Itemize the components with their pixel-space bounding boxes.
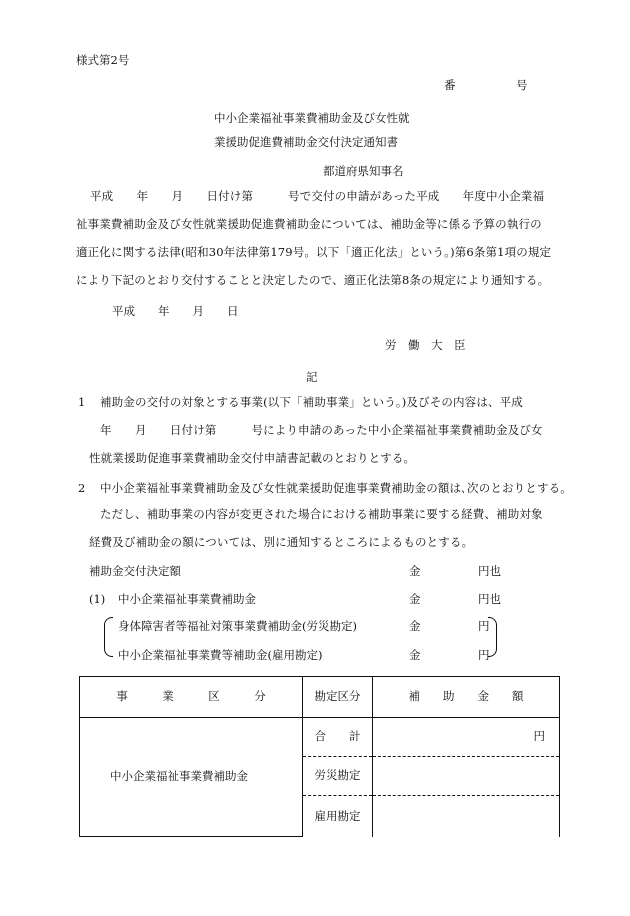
row-label: 中小企業福祉事業費補助金 — [110, 769, 248, 784]
number-go: 号 — [516, 78, 528, 92]
intro-line-1: 平成 年 月 日付け第 号で交付の申請があった平成 年度中小企業福 — [90, 189, 545, 203]
item1-line-2: 年 月 日付け第 号により申請のあった中小企業福祉事業費補助金及び女 — [100, 423, 543, 437]
decision-yen: 円也 — [478, 564, 501, 578]
addressee: 都道府県知事名 — [323, 164, 404, 178]
bracket-row2-yen: 円 — [478, 648, 490, 662]
amount-total[interactable] — [373, 718, 560, 757]
intro-line-3: 適正化に関する法律(昭和30年法律第179号。以下「適正化法」という。)第6条第1項の規定 — [76, 245, 552, 259]
item2-line-1: 中小企業福祉事業費補助金及び女性就業援助促進事業費補助金の額は､次のとおりとする。 — [100, 481, 572, 495]
item1-line-1: 補助金の交付の対象とする事業(以下「補助事業」という。)及びその内容は、平成 — [100, 395, 523, 409]
bracket-row2-kin: 金 — [409, 648, 421, 662]
kanjo-total: 合 計 — [303, 718, 373, 757]
header-hojo-kingaku: 補 助 金 額 — [373, 677, 560, 718]
header-jigyo-kubun: 事 業 区 分 — [80, 677, 303, 718]
issue-date: 平成 年 月 日 — [112, 304, 239, 318]
decision-kin: 金 — [409, 564, 421, 578]
header-kanjo-kubun: 勘定区分 — [303, 677, 373, 718]
item1-number: 1 — [78, 395, 86, 409]
left-brace — [104, 617, 113, 657]
decision-label: 補助金交付決定額 — [89, 564, 181, 578]
sub1-number: (1) — [89, 592, 106, 606]
document-title-line2: 業援助促進費補助金交付決定通知書 — [214, 135, 398, 149]
form-number: 様式第2号 — [76, 53, 130, 67]
item1-line-3: 性就業援助促進事業費補助金交付申請書記載のとおりとする。 — [89, 451, 416, 465]
row-label-cell — [80, 718, 303, 837]
amount-total-yen: 円 — [533, 729, 545, 744]
subsidy-table — [79, 676, 560, 837]
sub1-kin: 金 — [409, 592, 421, 606]
bracket-row2-label: 中小企業福祉事業費等補助金(雇用勘定) — [118, 648, 323, 662]
bracket-row1-label: 身体障害者等福祉対策事業費補助金(労災勘定) — [118, 619, 357, 633]
kanjo-rosai: 労災勘定 — [303, 757, 373, 796]
number-ban: 番 — [444, 78, 456, 92]
amount-rosai[interactable] — [373, 757, 560, 796]
issuer: 労 働 大 臣 — [385, 338, 466, 352]
item2-line-3: 経費及び補助金の額については、別に通知するところによるものとする。 — [89, 535, 474, 549]
amount-koyo[interactable] — [373, 796, 560, 837]
sub1-yen: 円也 — [478, 592, 501, 606]
kanjo-koyo: 雇用勘定 — [303, 796, 373, 837]
item2-number: 2 — [78, 481, 86, 495]
document-title-line1: 中小企業福祉事業費補助金及び女性就 — [214, 111, 410, 125]
intro-line-2: 祉事業費補助金及び女性就業援助促進費補助金については、補助金等に係る予算の執行の — [76, 217, 542, 231]
bracket-row1-kin: 金 — [409, 619, 421, 633]
sub1-label: 中小企業福祉事業費補助金 — [118, 592, 256, 606]
bracket-row1-yen: 円 — [478, 619, 490, 633]
item2-line-2: ただし、補助事業の内容が変更された場合における補助事業に要する経費、補助対象 — [100, 507, 543, 521]
intro-line-4: により下記のとおり交付することと決定したので、適正化法第8条の規定により通知する。 — [76, 273, 550, 287]
ki-heading: 記 — [306, 370, 318, 384]
